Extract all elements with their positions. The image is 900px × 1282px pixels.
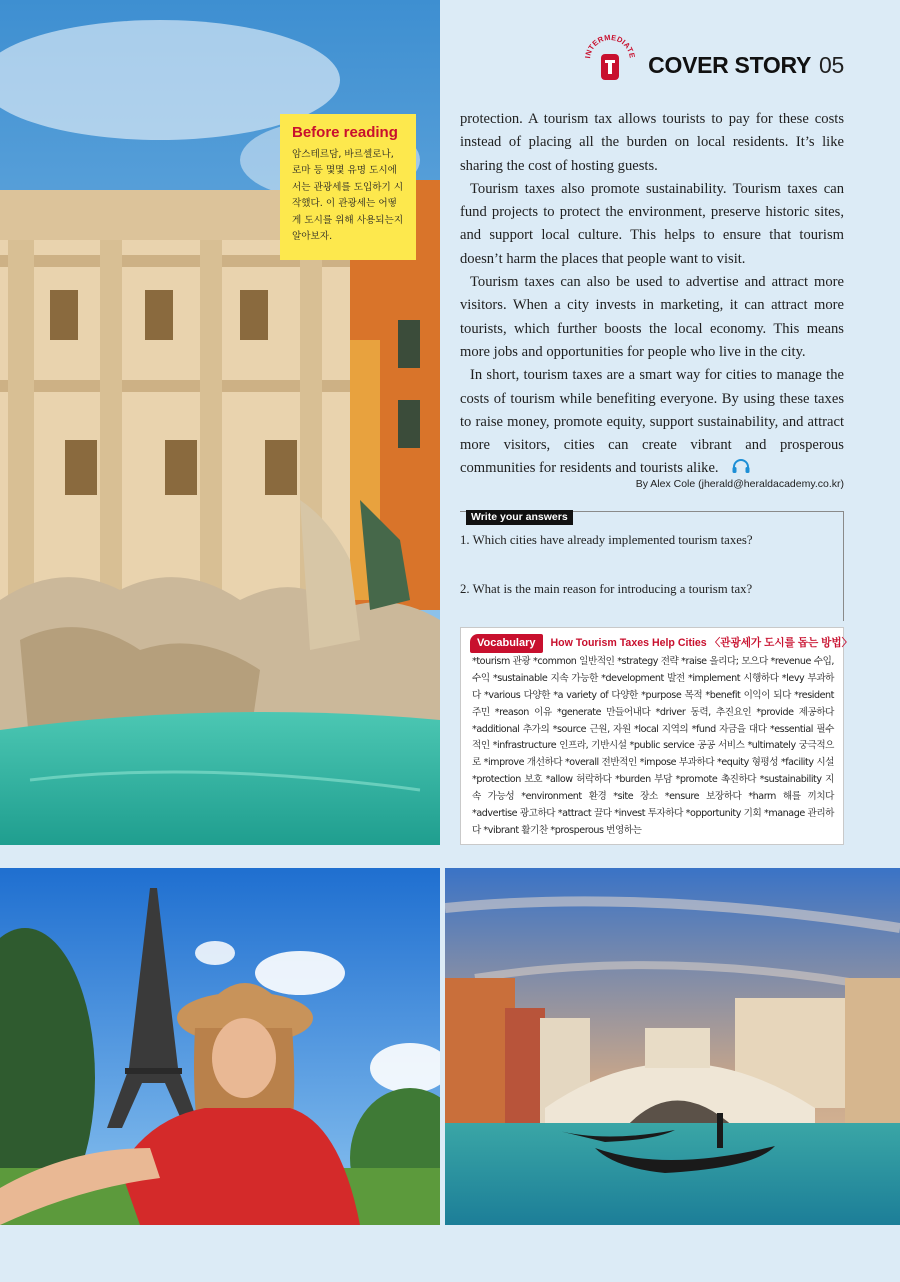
- before-reading-body: 암스테르담, 바르셀로나, 로마 등 몇몇 유명 도시에서는 관광세를 도입하기 시작했다. 이 관광세는 어떻게 도시를 위해 사용되는지 알아보자.: [292, 149, 404, 243]
- article-paragraph: Tourism taxes also promote sustainability. Tourism taxes can fund projects to protect the environment, preserve historic sites, and support local culture. This helps to ensure that tourism doesn’t harm the places that people want to visit.: [460, 180, 844, 267]
- question-1: 1. Which cities have already implemented tourism taxes?: [460, 533, 753, 547]
- paris-selfie-photo: [0, 868, 440, 1225]
- vocabulary-box: [460, 627, 853, 845]
- intermediate-badge: [582, 30, 638, 86]
- venice-rialto-photo: [445, 868, 900, 1225]
- byline: By Alex Cole (jherald@heraldacademy.co.kr): [635, 478, 844, 490]
- question-2: 2. What is the main reason for introducing a tourism tax?: [460, 582, 753, 596]
- article-body: [460, 108, 844, 481]
- article-paragraph: Tourism taxes can also be used to advertise and attract more visitors. When a city invests in marketing, it can attract more tourists, which further boosts the local economy. This means more jobs and opportunities for people who live in the city.: [460, 274, 844, 360]
- article-paragraph-last: [460, 364, 844, 480]
- page-number: 05: [819, 51, 844, 78]
- vocabulary-title: How Tourism Taxes Help Cities 〈관광세가 도시를 돕는 방법〉: [550, 637, 853, 649]
- article-paragraph: protection. A tourism tax allows tourists to pay for these costs instead of placing all the burden on local residents. It’s like sharing the cost of hosting guests.: [460, 111, 844, 174]
- before-reading-box: [280, 114, 416, 260]
- article-paragraph-text: In short, tourism taxes are a smart way for cities to manage the costs of tourism while benefiting everyone. By using these taxes to raise money, promote equity, support sustainability, and attract more visitors, cities can create vibrant and prosperous communities for residents and tourists alike.: [460, 367, 844, 477]
- before-reading-title: Before reading: [292, 124, 398, 141]
- answers-label: Write your answers: [466, 510, 573, 525]
- vocabulary-label: Vocabulary: [470, 634, 543, 653]
- headphones-icon[interactable]: [721, 458, 741, 474]
- section-title: COVER STORY: [648, 51, 812, 78]
- answers-box: [460, 511, 844, 621]
- vocabulary-list: *tourism 관광 *common 일반적인 *strategy 전략 *raise 올리다; 모으다 *revenue 수입, 수익 *sustainable 지속 가능한 *development 발전 *implement 시행하다 *levy 부과하다 *various 다양한 *a variety of 다양한 *purpose 목적 *benefit 이익이 되다 *resident 주민 *reason 이유 *generate 만들어내다 *driver 동력, 추진요인 *provide 제공하다 *additional 추가의 *source 근원, 자원 *local 지역의 *fund 자금을 대다 *essential 필수적인 *infrastructure 인프라, 기반시설 *public service 공공 서비스 *ultimately 궁극적으로 *improve 개선하다 *overall 전반적인 *impose 부과하다 *equity 형평성 *facility 시설 *protection 보호 *allow 허락하다 *burden 부담 *promote 촉진하다 *sustainability 지속 가능성 *environment 환경 *site 장소 *ensure 보장하다 *harm 해를 끼치다 *advertise 광고하다 *attract 끌다 *invest 투자하다 *opportunity 기회 *manage 관리하다 *vibrant 활기찬 *prosperous 번영하는: [472, 655, 834, 836]
- badge-label: INTERMEDIATE: [583, 32, 638, 59]
- page-header: [582, 30, 844, 86]
